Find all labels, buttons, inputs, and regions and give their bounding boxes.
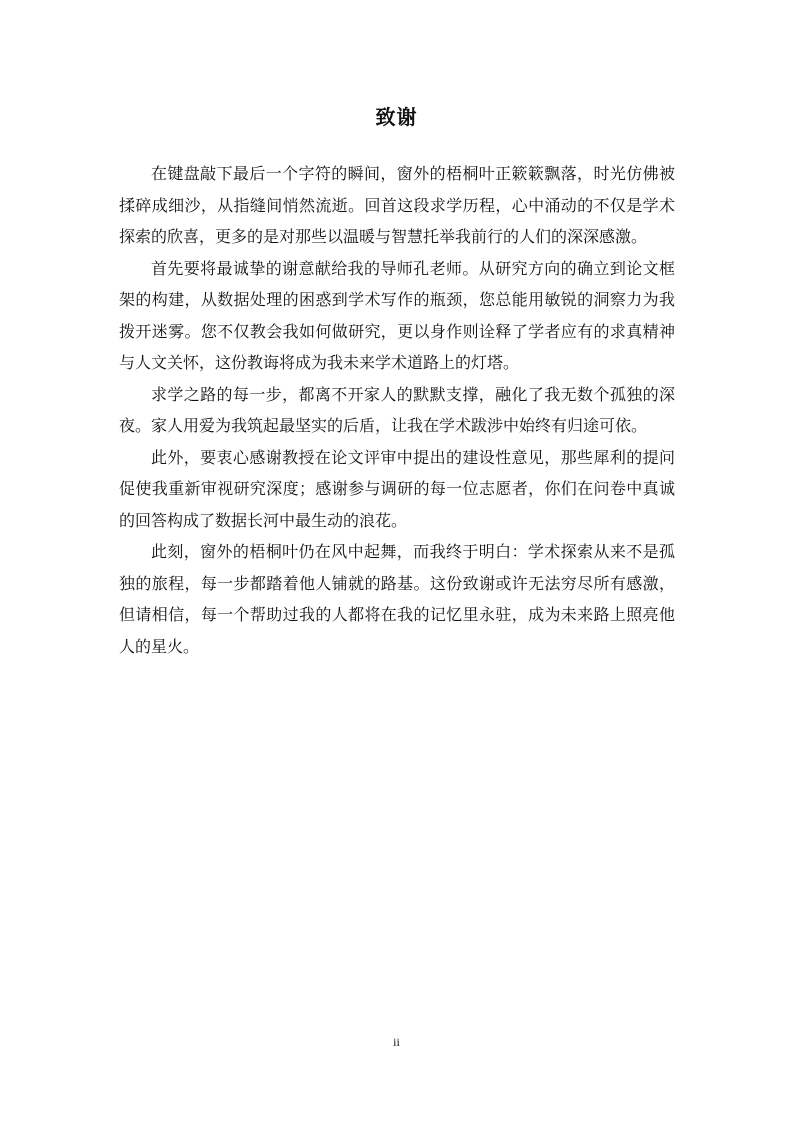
body-text: [119, 158, 675, 662]
paragraph-2: 首先要将最诚挚的谢意献给我的导师孔老师。从研究方向的确立到论文框架的构建，从数据处理的困惑到学术写作的瓶颈，您总能用敏锐的洞察力为我拨开迷雾。您不仅教会我如何做研究，更以身作则诠释了学者应有的求真精神与人文关怀，这份教诲将成为我未来学术道路上的灯塔。: [119, 258, 675, 372]
page-number: ii: [393, 1035, 400, 1049]
paragraph-4: 此外，要衷心感谢教授在论文评审中提出的建设性意见，那些犀利的提问促使我重新审视研究深度；感谢参与调研的每一位志愿者，你们在问卷中真诚的回答构成了数据长河中最生动的浪花。: [119, 447, 675, 530]
page-title: 致谢: [375, 105, 418, 129]
paragraph-5: 此刻，窗外的梧桐叶仍在风中起舞，而我终于明白：学术探索从来不是孤独的旅程，每一步都踏着他人铺就的路基。这份致谢或许无法穷尽所有感激，但请相信，每一个帮助过我的人都将在我的记忆里永驻，成为未来路上照亮他人的星火。: [119, 542, 675, 656]
paragraph-1: 在键盘敲下最后一个字符的瞬间，窗外的梧桐叶正簌簌飘落，时光仿佛被揉碎成细沙，从指缝间悄然流逝。回首这段求学历程，心中涌动的不仅是学术探索的欣喜，更多的是对那些以温暖与智慧托举我前行的人们的深深感激。: [119, 164, 675, 246]
paragraph-3: 求学之路的每一步，都离不开家人的默默支撑，融化了我无数个孤独的深夜。家人用爱为我筑起最坚实的后盾，让我在学术跋涉中始终有归途可依。: [119, 384, 675, 435]
